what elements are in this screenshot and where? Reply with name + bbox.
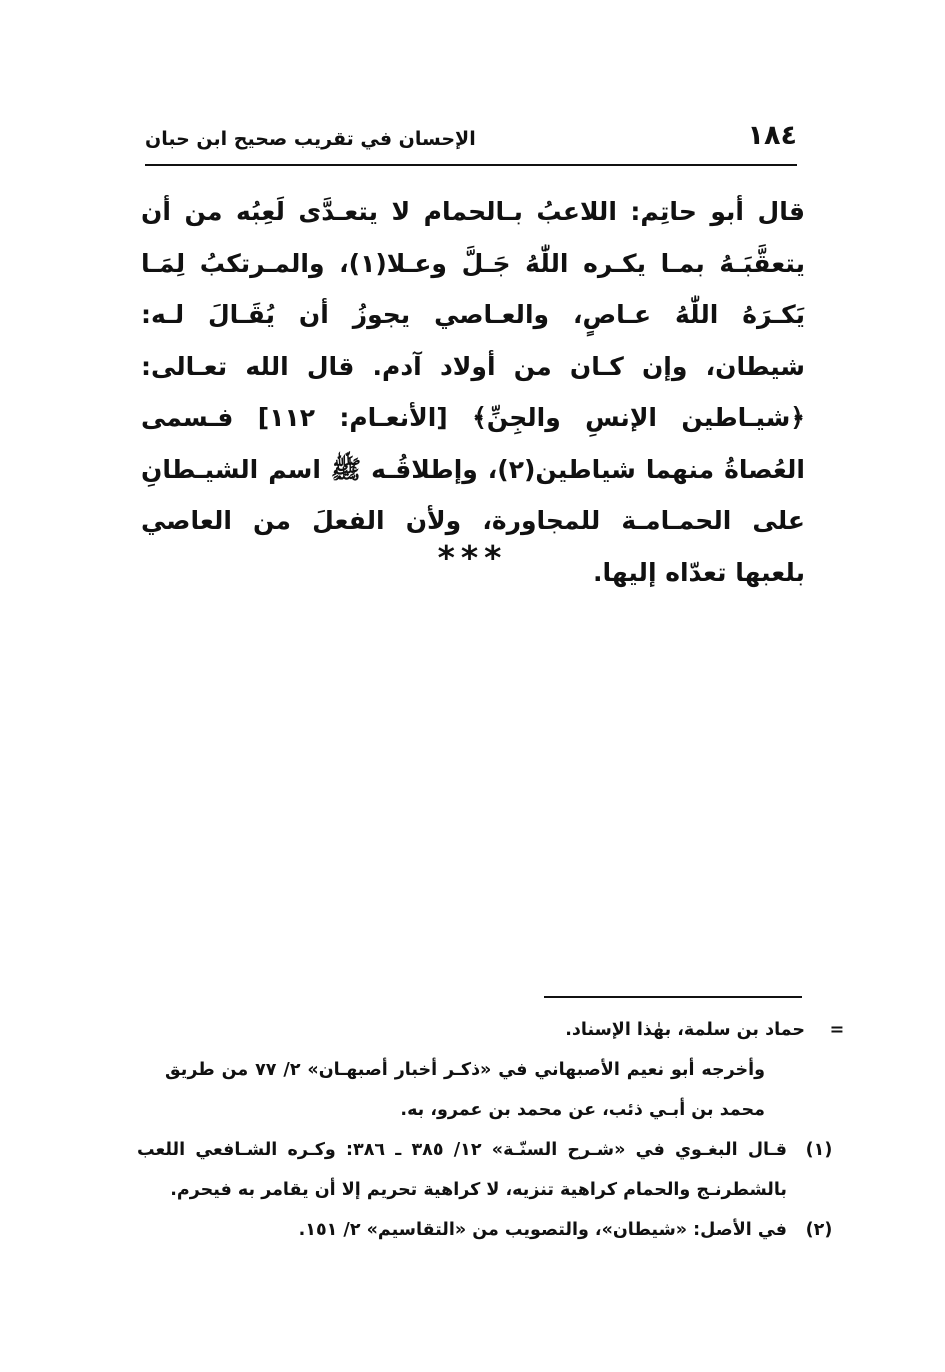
section-separator: *** [437,538,508,577]
page-number: ١٨٤ [747,120,797,151]
running-title: الإحسان في تقريب صحيح ابن حبان [145,128,476,150]
footnote-2-text: في الأصل: «شيطان»، والتصويب من «التقاسيم» ٢/ ١٥١. [298,1220,787,1240]
footnote-rule [544,996,802,998]
footnote-1-text: قـال البغـوي في «شـرح السنّـة» ١٢/ ٣٨٥ ـ ٣٨٦: وكـره الشـافعي اللعب بالشطرنـج والحمام كراهية تنزيه، لا كراهية تحريم إلا أن يقامر به فيحرم. [137,1140,788,1200]
continuation-marker: = [829,1020,845,1040]
page-header [145,118,797,158]
footnote-1-marker: (١) [805,1140,833,1160]
main-text [141,186,805,598]
continuation-first-line: حماد بن سلمة، بهٰذا الإسناد. [565,1020,805,1040]
body-paragraph: قال أبو حاتِم: اللاعبُ بـالحمام لا يتعـدَّى لَعِبُه من أن يتعقَّبَـهُ بمـا يكـره اللّٰهُ جَـلَّ وعـلا(١)، والمـرتكبُ لِمَـا يَكـرَهُ اللّٰهُ عـاصٍ، والعـاصي يجوزُ أن يُقَـالَ لـه: شيطان، وإن كـان من أولاد آدم. قال الله تعـالى: ﴿شيـاطين الإنسِ والجِنِّ﴾ [الأنعـام: ١١٢] فـسمى العُصاةُ منهما شياطين(٢)، وإطلاقُـه ﷺ اسم الشيـطانِ على الحمـامـة للمجاورة، ولأن الفعلَ من العاصي بلعبها تعدّاه إليها. [141,197,805,587]
footnotes [105,1010,845,1250]
continuation-rest: وأخرجه أبو نعيم الأصبهاني في «ذكـر أخبار أصبهـان» ٢/ ٧٧ من طريق محمد بن أبـي ذئب، عن محمد بن عمرو، به. [165,1060,766,1120]
continuation-text [165,1050,805,1130]
footnote-1 [105,1130,839,1210]
footnote-2-marker: (٢) [805,1220,833,1240]
footnote-2 [105,1210,839,1250]
header-rule [145,164,797,166]
footnote-continuation [105,1010,845,1130]
